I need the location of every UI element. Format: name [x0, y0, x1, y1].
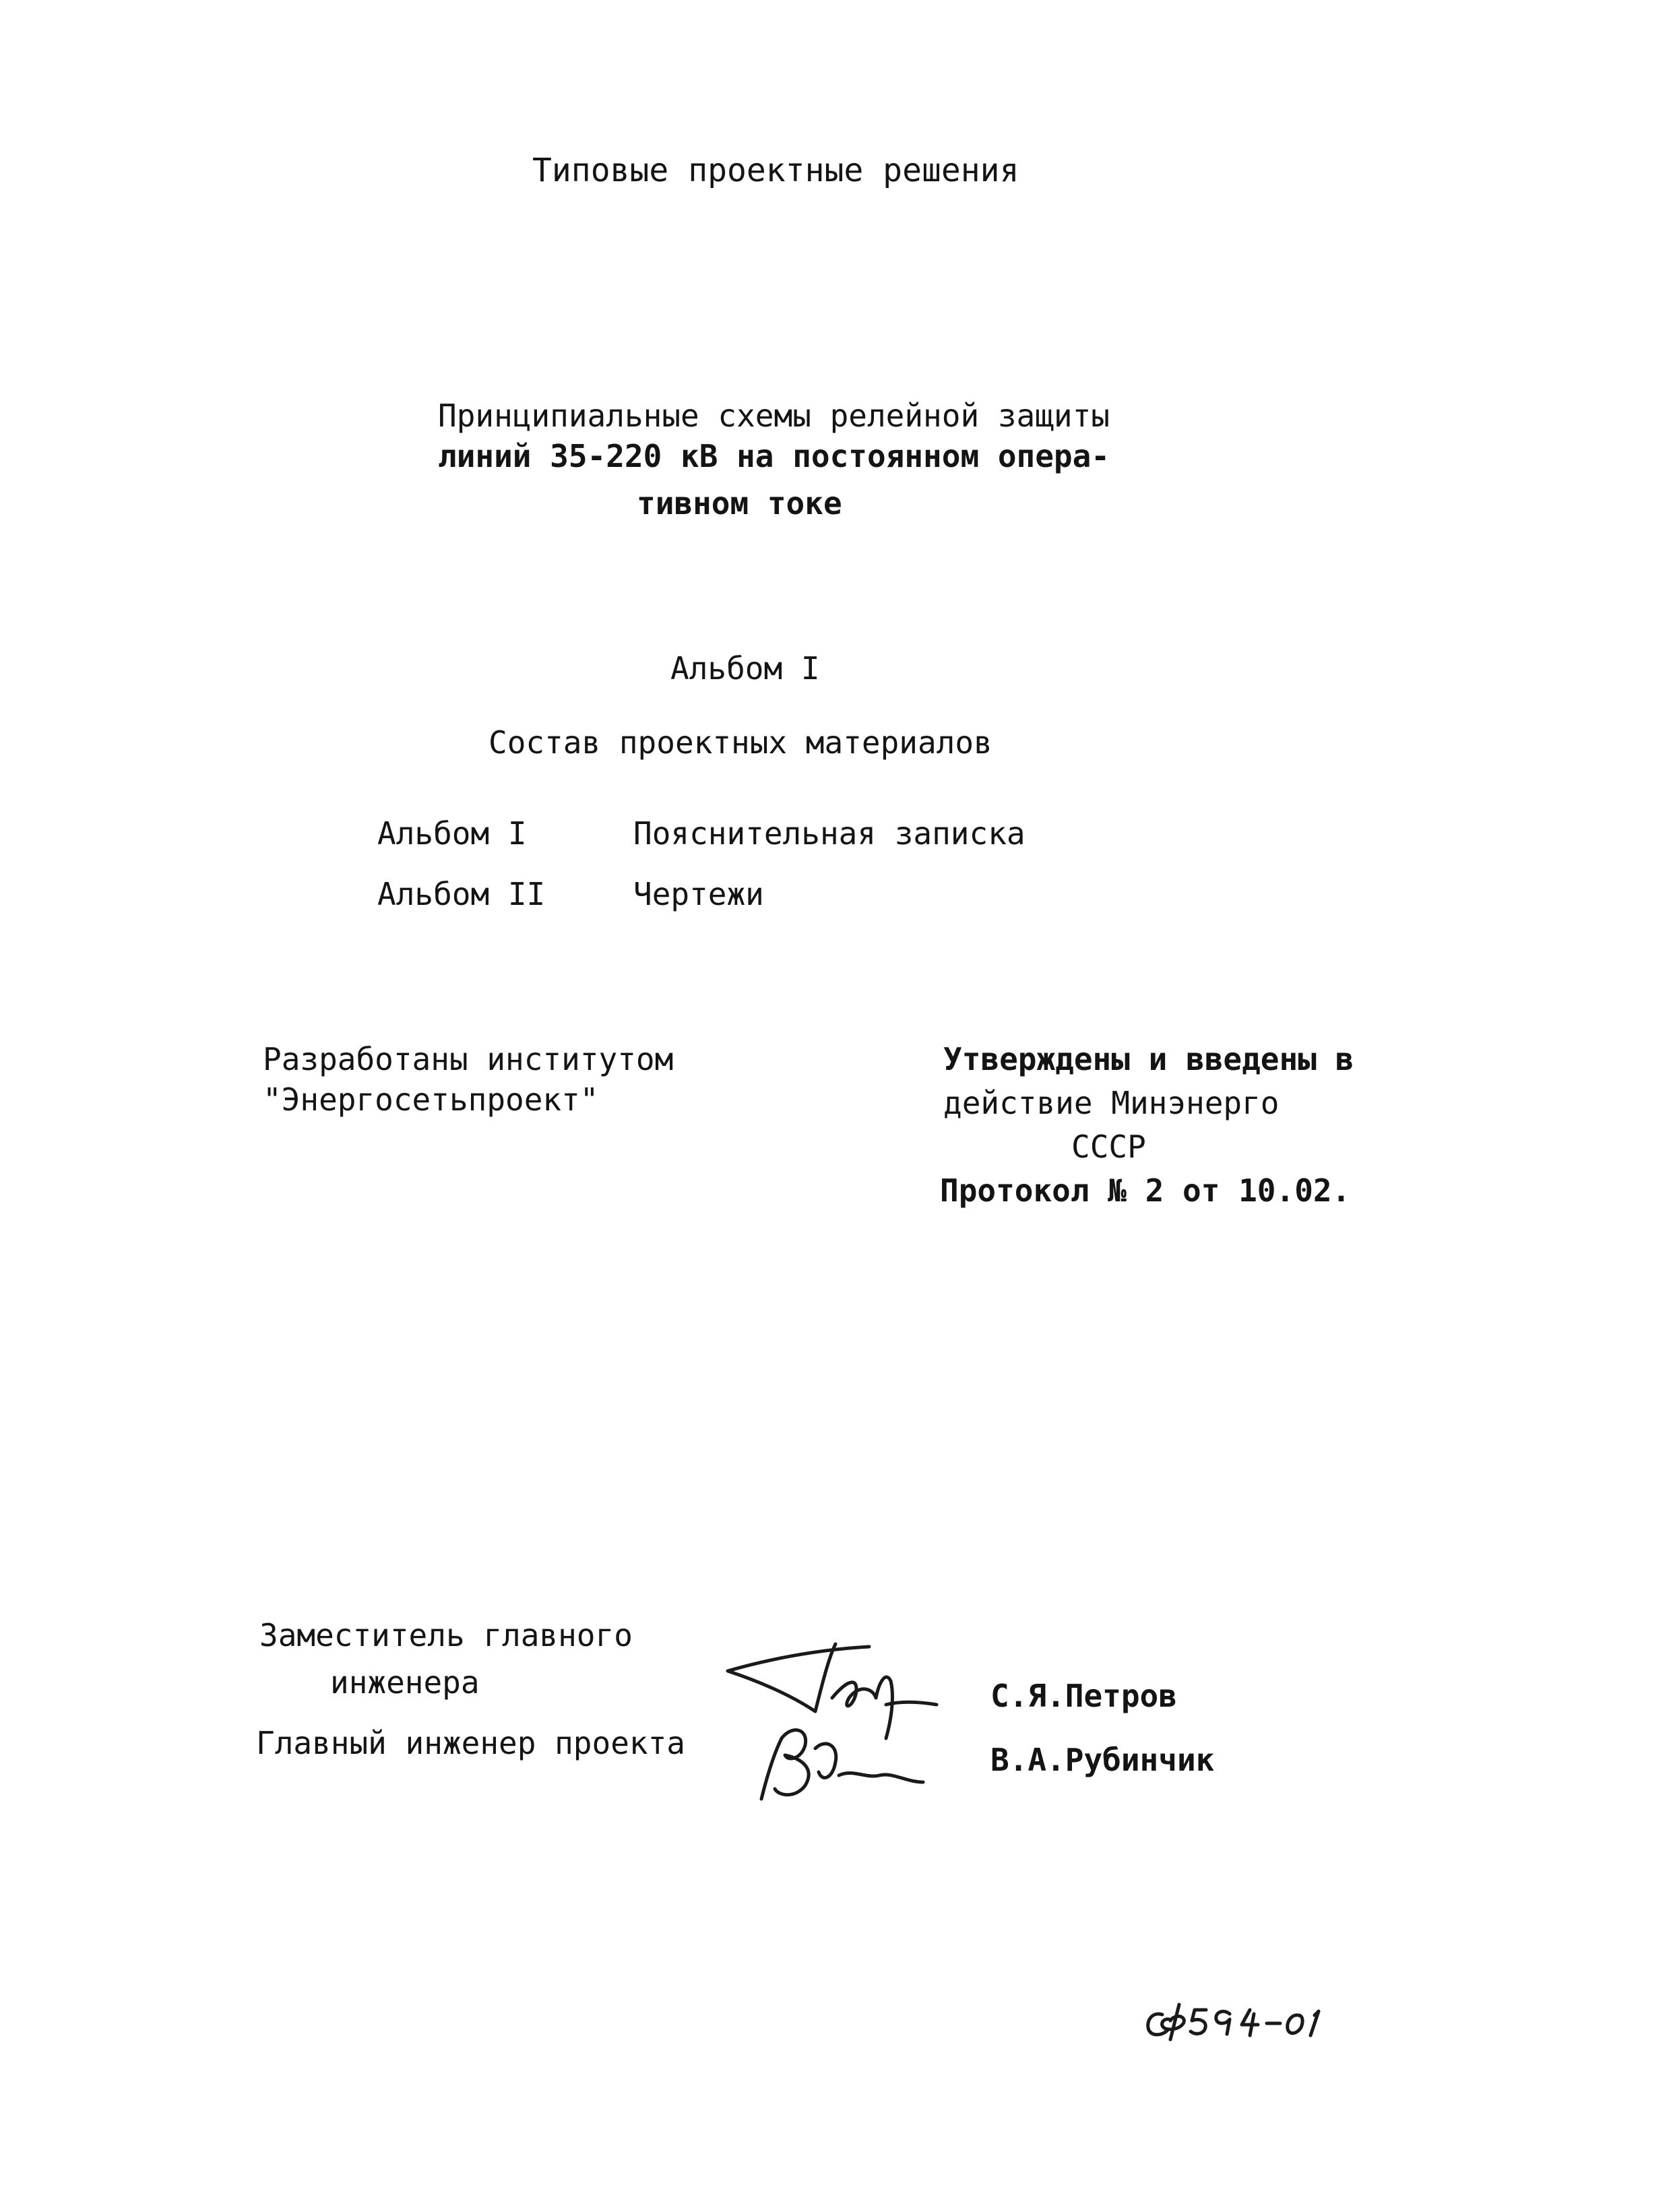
signature-rubinchik [761, 1730, 923, 1799]
developer-line-1: Разработаны институтом [263, 1041, 674, 1077]
signature-petrov [728, 1644, 937, 1738]
contents-row-album: Альбом II [377, 876, 546, 912]
handwritten-document-code [1142, 1991, 1358, 2052]
approval-line-4: Протокол № 2 от 10.02. [940, 1172, 1351, 1209]
signatory-name-1: С.Я.Петров [990, 1678, 1177, 1714]
signatory-name-2: В.А.Рубинчик [990, 1742, 1215, 1778]
document-title-line-3: тивном токе [637, 485, 842, 522]
album-label: Альбом I [670, 650, 820, 687]
handwritten-signatures [714, 1631, 997, 1806]
approval-line-1: Утверждены и введены в [943, 1041, 1354, 1077]
contents-row-album: Альбом I [377, 815, 527, 852]
contents-row-name: Чертежи [633, 876, 764, 912]
signatory-role-1-line-1: Заместитель главного [259, 1617, 633, 1653]
contents-heading: Состав проектных материалов [488, 724, 992, 761]
developer-line-2: "Энергосетьпроект" [263, 1081, 599, 1118]
document-title-line-2: линий 35-220 кВ на постоянном опера- [438, 438, 1110, 474]
document-title-line-1: Принципиальные схемы релейной защиты [438, 398, 1110, 434]
contents-row-name: Пояснительная записка [633, 815, 1026, 852]
approval-line-2: действие Минэнерго [943, 1085, 1280, 1121]
signatory-role-1-line-2: инженера [330, 1664, 480, 1701]
approval-line-3: СССР [1071, 1129, 1146, 1165]
series-label: Типовые проектные решения [532, 152, 1019, 189]
signatory-role-2: Главный инженер проекта [256, 1725, 685, 1761]
